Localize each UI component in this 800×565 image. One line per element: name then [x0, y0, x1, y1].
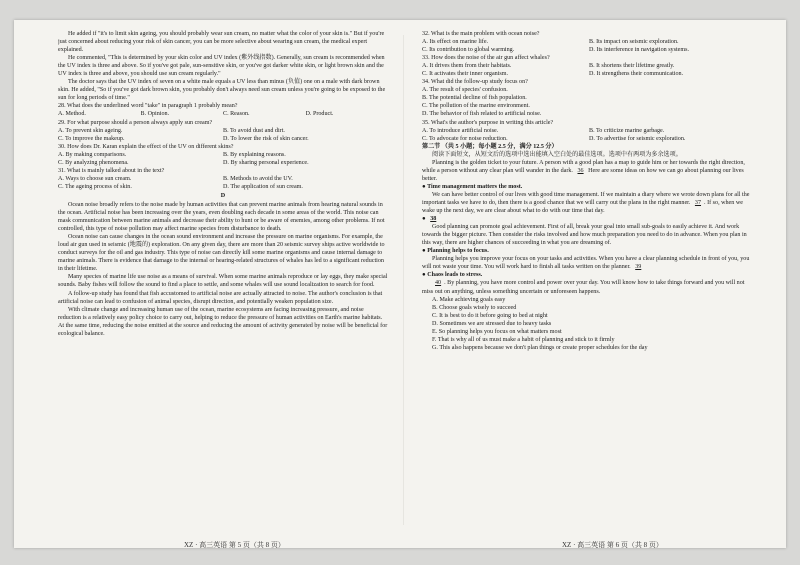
question-32-stem: 32. What is the main problem with ocean noise?: [422, 31, 540, 37]
choice-item: C. It is best to do it before going to bed at night: [432, 312, 548, 319]
passage-d-paragraph-4: A follow-up study has found that fish accustomed to artificial noise are actually attracted to noise. The author's conclusion is that artificial noise can lead to confusion of animal species, disrupt direction, and potentially weaken population size.: [58, 290, 383, 305]
cloze-paragraph-2: [422, 191, 756, 215]
bullet-icon: ●: [422, 216, 426, 223]
question-28-stem: 28. What does the underlined word "take" in paragraph 1 probably mean?: [58, 103, 238, 110]
intro-paragraph-1: He added if "it's to limit skin ageing, you should probably wear sun cream, no matter what the color of your skin is." But if you're just concerned about reducing your risk of skin cancer, you can be more selective about wearing sun cream, the medical expert explained.: [58, 31, 385, 54]
left-page: [58, 30, 388, 535]
choice-item: G. This also happens because we don't plan things or create proper schedules for the day: [432, 344, 648, 351]
question-29-options: [58, 127, 388, 143]
cloze-text: . By planning, you have more control and power over your day. You will know how to take things forward and you will not miss out on anything, unless something uncertain or unforeseen happens.: [422, 280, 745, 295]
question-option: D. Product.: [305, 111, 334, 118]
question-30-options: [58, 151, 388, 167]
question-option: A. By making comparisons.: [58, 151, 127, 158]
question-33-options: [422, 62, 756, 78]
question-option: D. To advertise for seismic exploration.: [589, 135, 686, 142]
question-option: B. By explaining reasons.: [223, 151, 286, 158]
question-option: D. By sharing personal experience.: [223, 159, 309, 166]
question-30-stem: 30. How does Dr. Karan explain the effect of the UV on different skins?: [58, 143, 234, 150]
cloze-text: Planning is the golden ticket to your future. A person with a good plan has a map to guide him or her towards the right direction, while a person without any clear plan will wander in the dark.: [422, 159, 745, 174]
question-option: A. The result of species' confusion.: [422, 87, 508, 94]
question-option: A. Its effect on marine life.: [422, 39, 489, 46]
question-34-stem: 34. What did the follow-up study focus on?: [422, 79, 528, 86]
section-d-heading: D: [220, 192, 226, 199]
blank-38: 38: [430, 216, 437, 223]
right-page: [422, 30, 756, 535]
choice-item: D. Sometimes we are stressed due to heavy tasks: [432, 320, 552, 327]
cloze-choices: [432, 296, 756, 352]
question-32-options: [422, 38, 756, 54]
blank-36: 36: [577, 167, 584, 174]
choice-item: F. That is why all of us must make a habit of planning and stick to it firmly: [432, 336, 615, 343]
heading-planning-focus: ● Planning helps to focus.: [422, 248, 489, 255]
question-option: B. Opinion.: [140, 111, 170, 118]
question-option: B. The potential decline of fish population.: [422, 95, 527, 102]
cloze-paragraph-4: [422, 255, 756, 271]
question-option: A. Method.: [58, 111, 86, 118]
blank-39: 39: [635, 264, 642, 271]
question-35-options: [422, 127, 756, 143]
question-option: D. Its interference in navigation systems.: [589, 47, 690, 54]
section-2-instructions: 阅读下面短文，从短文后的选项中选出能填入空白处的最佳选项。选项中有两项为多余选项。: [432, 151, 682, 158]
passage-d-paragraph-2: Ocean noise can cause changes in the ocean sound environment and increase the pressure on marine organisms. For example, the loud air gun used in seismic (地震的) exploration. On any given day, there are more than 20 seismic survey ships active worldwide to conduct surveys for the oil and gas industry. This type of noise can directly kill some marine organisms and cause internal damage to marine animals. There is evidence that damage to the internal or hearing-related structures of whales has led to a significant reduction in their lifetime.: [58, 234, 385, 273]
question-option: A. To introduce artificial noise.: [422, 127, 499, 134]
page-fold-divider: [403, 35, 404, 525]
blank-40: 40: [435, 280, 442, 287]
question-option: C. The ageing process of skin.: [58, 183, 132, 190]
question-option: D. It strengthens their communication.: [589, 71, 684, 78]
cloze-paragraph-3: Good planning can promote goal achievement. First of all, break your goal into small sub-goals to easily achieve it. And work towards the bigger picture. Then consider the risks involved and how much preparation you need to do in advance. When you plan in this way, there are higher chances of succeeding in what you are dreaming of.: [422, 224, 747, 247]
passage-d-paragraph-3: Many species of marine life use noise as a means of survival. When some marine animals reproduce or lay eggs, they make special sounds. Baby fishes will follow the sound to find a place to settle, and some whales will use sound localization to search for food.: [58, 274, 388, 289]
question-option: C. To advocate for noise reduction.: [422, 135, 508, 142]
left-page-footer: XZ · 高三英语 第 5 页（共 8 页）: [184, 541, 285, 549]
question-28-options: [58, 110, 388, 118]
question-33-stem: 33. How does the noise of the air gun affect whales?: [422, 55, 550, 62]
intro-paragraph-3: The doctor says that the UV index of seven on a white male equals a UV less than minus (负值) one on a male with dark brown skin. He added, "So if you've got dark brown skin, you probably don't always need sun cream unless you're going to be exposed to the sun for long periods of time.": [58, 79, 386, 102]
choice-item: B. Choose goals wisely to succeed: [432, 304, 517, 311]
section-2-title: 第二节 （共 5 小题；每小题 2.5 分，满分 12.5 分）: [422, 143, 558, 150]
question-option: B. To criticize marine garbage.: [589, 127, 665, 134]
passage-d-paragraph-5: With climate change and increasing human use of the ocean, marine ecosystems are facing increasing pressure, and noise reduction is a relatively easy policy choice to carry out, helping to reduce the pressure of human activities on Earth's marine habitats. At the same time, reducing the noise emitted at the source and reducing the amount of activity generated by noise will be beneficial for ecological balance.: [58, 306, 388, 337]
right-page-footer: XZ · 高三英语 第 6 页（共 8 页）: [562, 541, 663, 549]
cloze-paragraph-1: [422, 159, 756, 183]
question-option: D. To lower the risk of skin cancer.: [223, 135, 309, 142]
question-option: C. The pollution of the marine environment.: [422, 103, 530, 110]
heading-blank-38: [422, 215, 756, 223]
cloze-text: Planning helps you improve your focus on your tasks and activities. When you have a clear planning schedule in front of you, you will not waste your time. You will work hard to finish all tasks written on the planner.: [422, 256, 750, 271]
question-31-stem: 31. What is mainly talked about in the text?: [58, 167, 165, 174]
question-31-options: [58, 175, 388, 191]
question-option: C. Its contribution to global warming.: [422, 47, 515, 54]
question-29-stem: 29. For what purpose should a person always apply sun cream?: [58, 119, 213, 126]
blank-37: 37: [694, 199, 702, 206]
question-option: D. The behavior of fish related to artificial noise.: [422, 111, 542, 118]
cloze-paragraph-5: [422, 279, 756, 295]
scanned-exam-sheet: [14, 20, 786, 548]
choice-item: E. So planning helps you focus on what matters most: [432, 328, 562, 335]
cloze-text: . If so, when we wake up the next day, we are clear about what to do with our time that day.: [422, 199, 743, 215]
question-option: B. Methods to avoid the UV.: [223, 175, 293, 182]
question-option: C. It activates their inner organism.: [422, 71, 509, 78]
question-option: B. It shortens their lifetime greatly.: [589, 63, 675, 70]
question-option: A. Ways to choose sun cream.: [58, 175, 132, 182]
cloze-text: We can have better control of our lives with good time management. If we maintain a diary where we wrote down plans for all the important tasks we have to do, then there is a good chance that we will carry out the plans in the right manner.: [422, 191, 750, 206]
question-option: B. To avoid dust and dirt.: [223, 127, 285, 134]
intro-paragraph-2: He commented, "This is determined by your skin color and UV index (紫外线指数). Generally, sun cream is recommended when the UV index is three and above. So if you've got pale, sun-sensitive skin, or you've got darker white skin, or light brown skin and the UV index is three and above, you should use sun cream regularly.": [58, 55, 385, 78]
question-option: A. To prevent skin ageing.: [58, 127, 123, 134]
passage-d-paragraph-1: Ocean noise broadly refers to the noise made by human activities that can prevent marine animals from hearing natural sounds in the ocean. Artificial noise has been increasing over the years, even doubling each decade in some areas of the world. This noise can mask communication between marine animals and decrease their ability to hunt or be aware of enemies, among other problems. If not controlled, this type of noise pollution may affect marine species from disturbance to death.: [58, 201, 385, 233]
question-option: C. Reason.: [223, 111, 250, 118]
question-35-stem: 35. What's the author's purpose in writing this article?: [422, 119, 554, 126]
question-option: C. To improve the makeup.: [58, 135, 125, 142]
choice-item: A. Make achieving goals easy: [432, 296, 506, 303]
cloze-text: Here are some ideas on how we can go about planning our lives better.: [422, 167, 744, 182]
question-option: B. Its impact on seismic exploration.: [589, 39, 679, 46]
question-option: D. The application of sun cream.: [223, 183, 303, 190]
question-option: C. By analyzing phenomena.: [58, 159, 129, 166]
heading-time-management: ● Time management matters the most.: [422, 183, 523, 190]
heading-chaos-stress: ● Chaos leads to stress.: [422, 272, 483, 279]
question-option: A. It drives them from their habitats.: [422, 63, 512, 70]
question-34-options: [422, 86, 756, 118]
